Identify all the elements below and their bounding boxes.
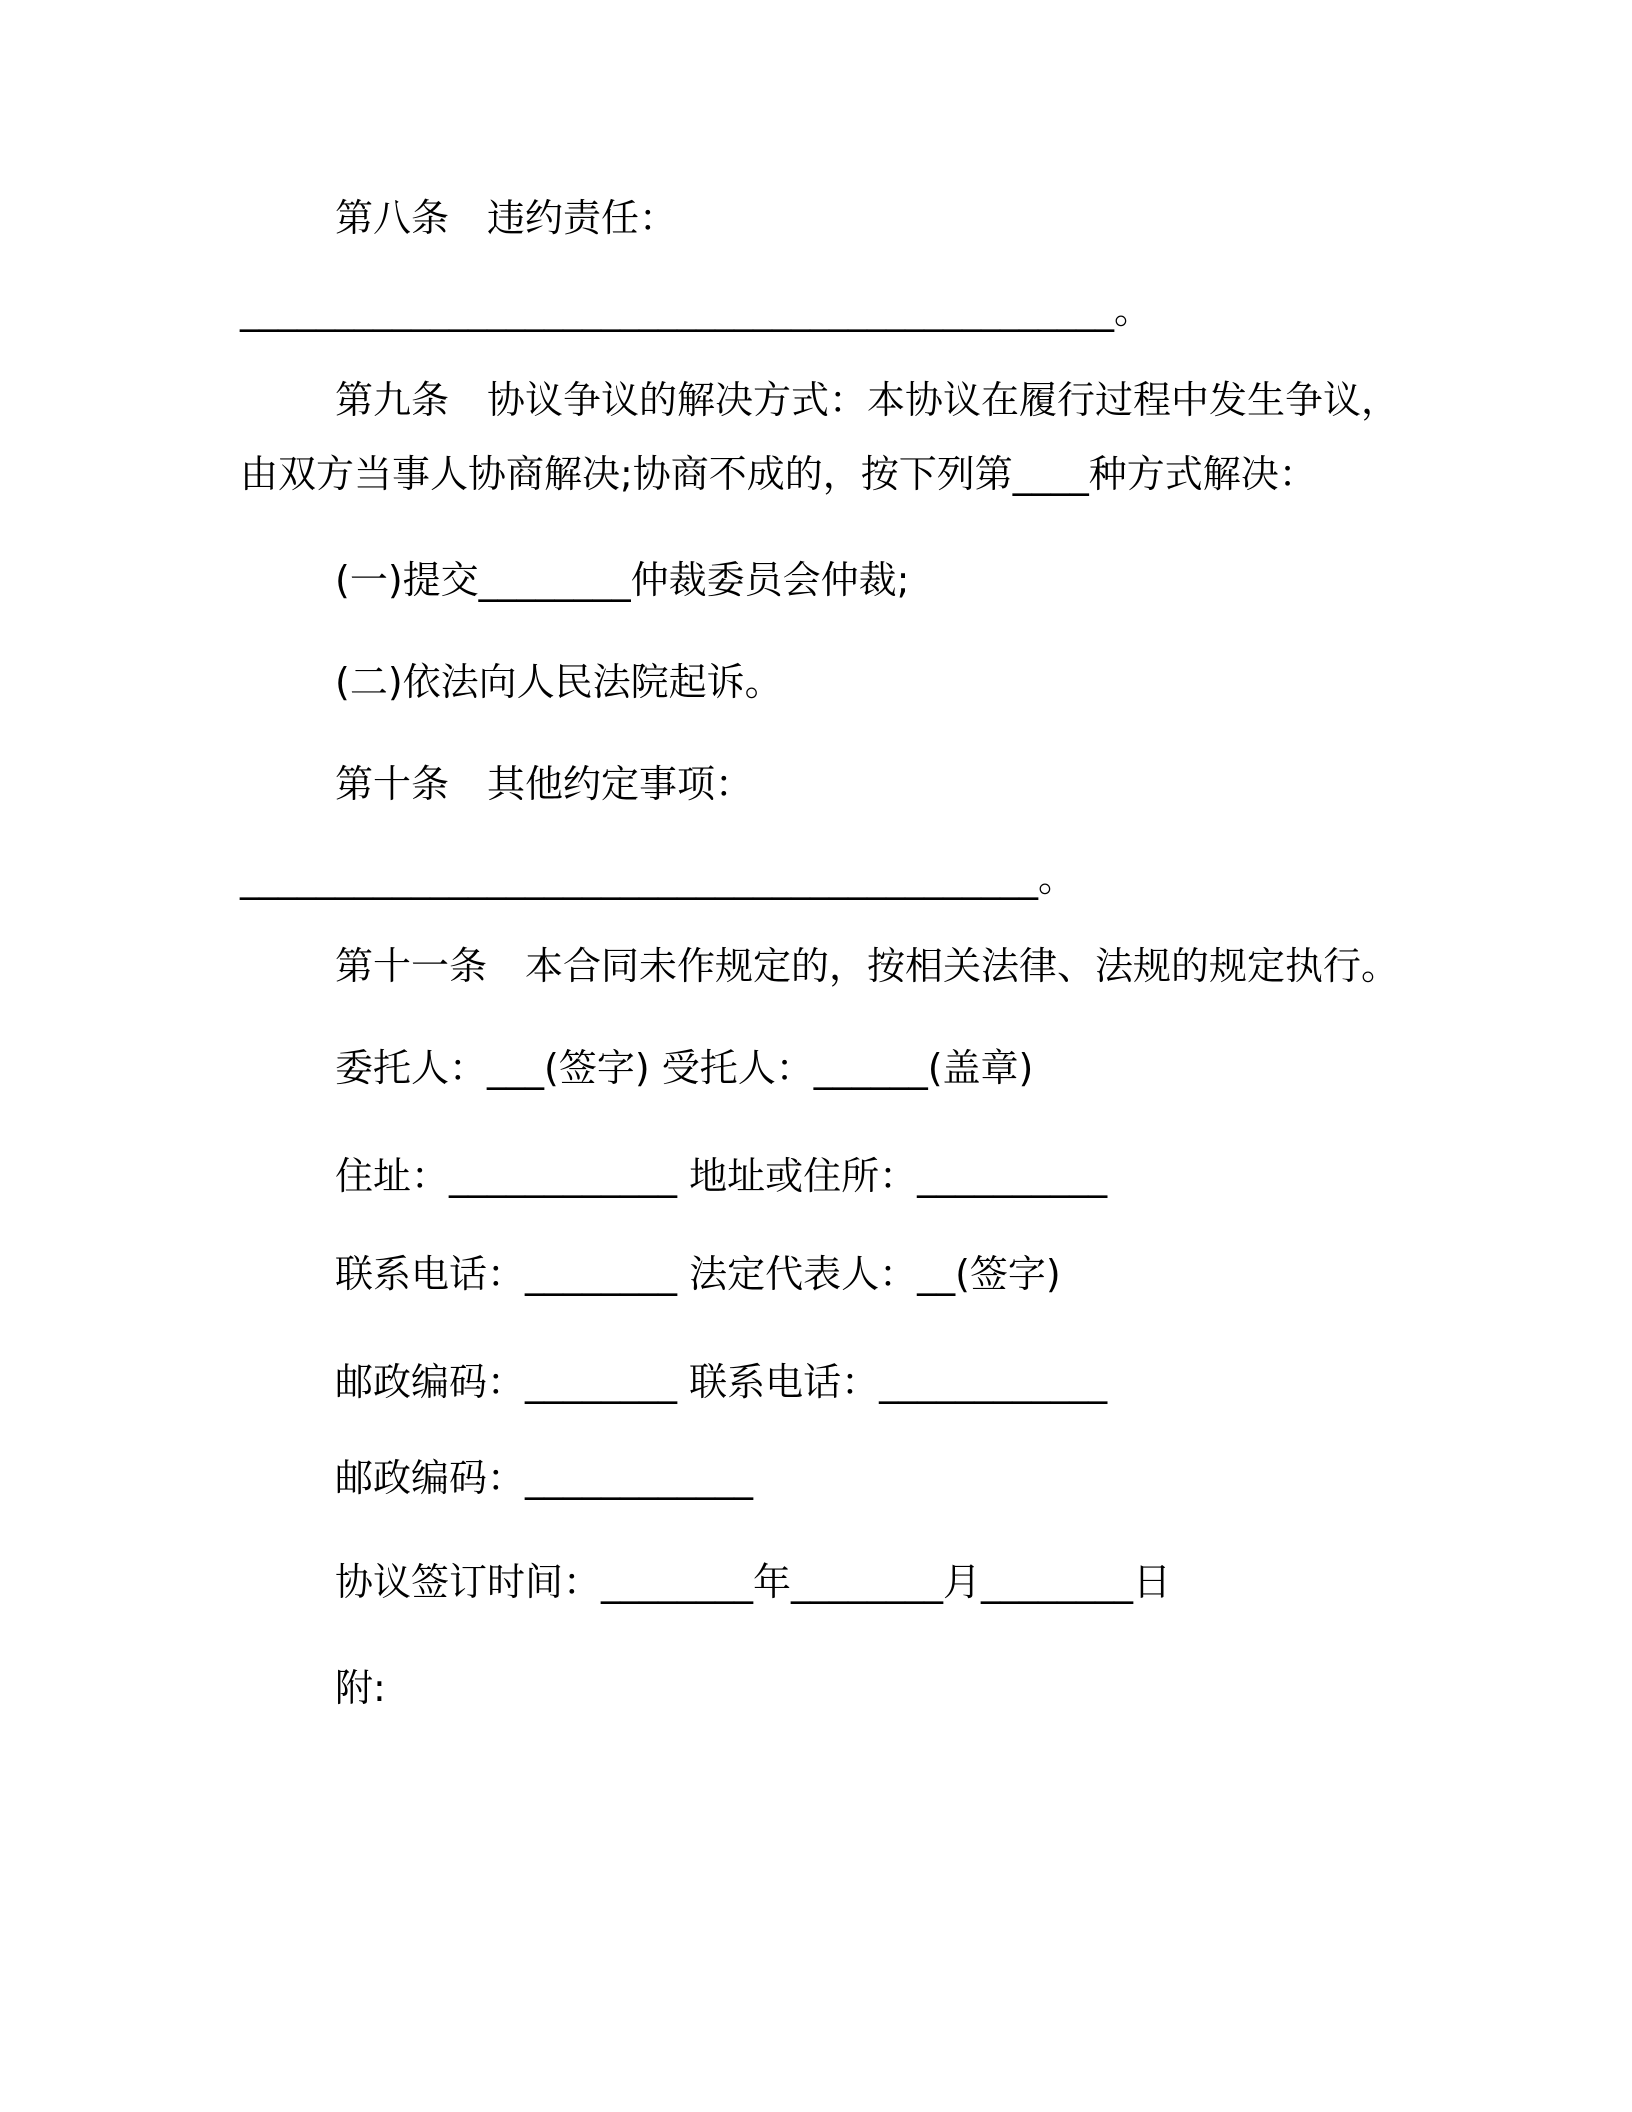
postal-phone-line: 邮政编码：________ 联系电话：____________ — [335, 1360, 1108, 1404]
address-line: 住址：____________ 地址或住所：__________ — [335, 1154, 1108, 1198]
appendix-label: 附: — [335, 1666, 386, 1710]
article-10-blank-line: __________________________________________。 — [240, 856, 1077, 900]
article-9-continuation: 由双方当事人协商解决;协商不成的，按下列第____种方式解决： — [240, 452, 1317, 496]
signing-date-line: 协议签订时间：________年________月________日 — [335, 1560, 1172, 1604]
article-9-option-1: (一)提交________仲裁委员会仲裁; — [335, 558, 910, 602]
article-11-heading: 第十一条 本合同未作规定的，按相关法律、法规的规定执行。 — [335, 944, 1400, 988]
article-9-heading: 第九条 协议争议的解决方式：本协议在履行过程中发生争议， — [335, 378, 1400, 422]
article-10-heading: 第十条 其他约定事项： — [335, 762, 754, 806]
phone-legal-rep-line: 联系电话：________ 法定代表人：__(签字) — [335, 1252, 1061, 1296]
postal-code-line: 邮政编码：____________ — [335, 1456, 754, 1500]
article-9-option-2: (二)依法向人民法院起诉。 — [335, 660, 783, 704]
article-8-blank-line: ______________________________________________。 — [240, 288, 1153, 332]
article-8-heading: 第八条 违约责任： — [335, 196, 678, 240]
signature-principal-agent: 委托人：___(签字) 受托人：______(盖章) — [335, 1046, 1034, 1090]
